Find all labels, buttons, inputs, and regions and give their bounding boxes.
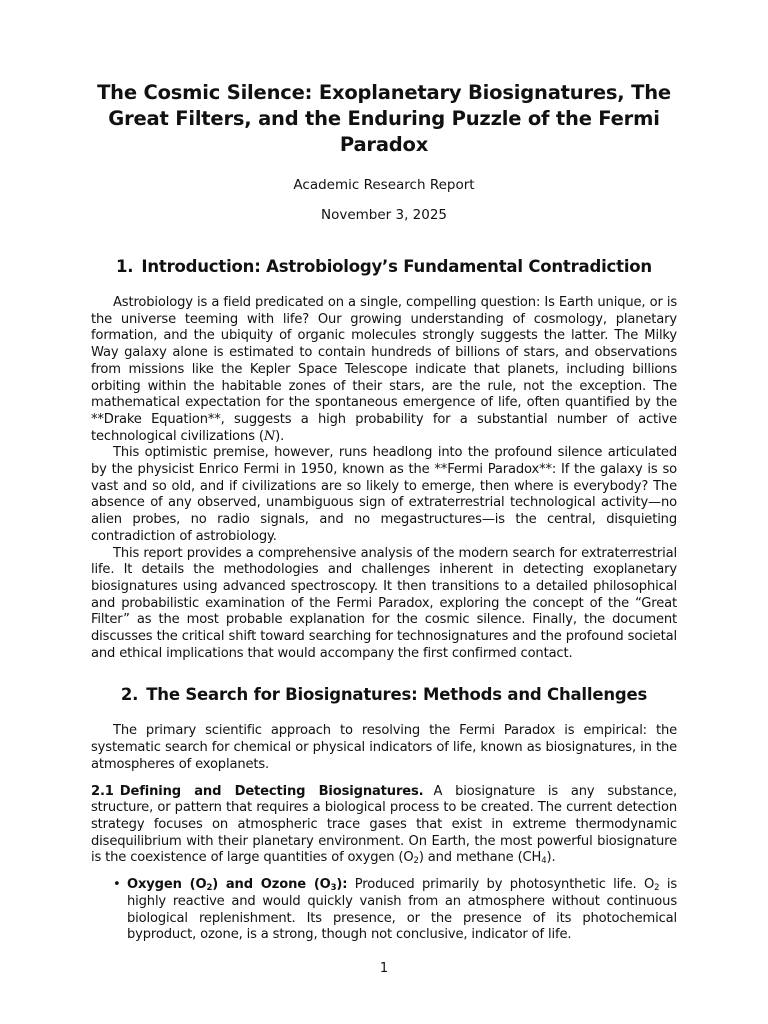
section-2-title: The Search for Biosignatures: Methods and Challenges xyxy=(146,685,648,705)
document-date: November 3, 2025 xyxy=(320,207,448,223)
list-item-heading-b: ) and Ozone (O xyxy=(212,877,331,893)
bullet-icon: • xyxy=(113,877,121,893)
document-subtitle: Academic Research Report xyxy=(293,177,475,193)
biosignature-list xyxy=(91,877,677,944)
section-1-number: 1. xyxy=(116,257,134,276)
subsection-2-1-number: 2.1 xyxy=(91,783,114,799)
subscript-ch4: 4 xyxy=(541,856,547,867)
section-2-body xyxy=(91,723,677,943)
subsection-2-1-text-a: A biosignature is any substance, structure, or pattern that requires a biological process to be created. The current detection strategy focuses on atmospheric trace gases that exist in extreme thermodynamic disequilibrium with their planetary environment. On Earth, the most powerful biosignature is the coexistence of large quantities of oxygen (O xyxy=(91,783,677,866)
subsection-2-1-heading: Defining and Detecting Biosignatures. xyxy=(119,783,424,799)
section-1-paragraph-2: This optimistic premise, however, runs headlong into the profound silence articulated by the physicist Enrico Fermi in 1950, known as the **Fermi Paradox**: If the galaxy is so vast and so old, and if civilizations are so likely to emerge, then where is everybody? The absence of any observed, unambiguous sign of extraterrestrial technological activity—no alien probes, no radio signals, and no megastructures—is the central, disquieting contradiction of astrobiology. xyxy=(91,445,677,544)
section-1-paragraph-1-text: Astrobiology is a field predicated on a single, compelling question: Is Earth unique, or is the universe teeming with life? Our growing understanding of cosmology, planetary formation, and the ubiquity of organic molecules strongly suggests the latter. The Milky Way galaxy alone is estimated to contain hundreds of billions of stars, and observations from missions like the Kepler Space Telescope indicate that planets, including billions orbiting within the habitable zones of their stars, are the rule, not the exception. The mathematical expectation for the spontaneous emergence of life, often quantified by the **Drake Equation**, suggests a high probability for a substantial number of active technological civilizations ( xyxy=(91,295,677,444)
list-item-text-b: is highly reactive and would quickly vanish from an atmosphere without continuous biological replenishment. Its presence, or the presence of its photochemical byproduct, ozone, is a strong, though not conclusive, indicator of life. xyxy=(127,877,678,943)
section-2-number: 2. xyxy=(120,685,139,705)
section-2-heading xyxy=(91,684,677,706)
subscript-o2-heading: 2 xyxy=(206,883,213,894)
list-item-heading xyxy=(127,877,347,892)
section-1-paragraph-1 xyxy=(91,295,677,445)
math-variable-n: N xyxy=(263,428,276,444)
section-1-title: Introduction: Astrobiology’s Fundamental Contradiction xyxy=(141,257,652,276)
subscript-o2: 2 xyxy=(413,856,419,867)
list-item-text-a: Produced primarily by photosynthetic life. O xyxy=(347,877,655,893)
subsection-2-1 xyxy=(91,784,677,868)
section-1-heading xyxy=(91,256,677,278)
list-item-heading-c: ): xyxy=(336,877,348,893)
subscript-o3-heading: 3 xyxy=(330,883,337,894)
list-item-heading-a: Oxygen (O xyxy=(127,877,207,893)
list-item xyxy=(91,877,677,944)
section-1-paragraph-1-end: ). xyxy=(275,428,285,444)
subscript-o2-text: 2 xyxy=(654,883,660,894)
document-page xyxy=(91,80,677,944)
subsection-2-1-text-b: ) and methane (CH xyxy=(418,850,542,866)
section-1-body xyxy=(91,295,677,662)
section-2-paragraph-1: The primary scientific approach to resolving the Fermi Paradox is empirical: the systematic search for chemical or physical indicators of life, known as biosignatures, in the atmospheres of exoplanets. xyxy=(91,723,677,772)
page-number: 1 xyxy=(379,961,389,976)
subsection-2-1-text-c: ). xyxy=(546,850,556,866)
section-1-paragraph-3: This report provides a comprehensive analysis of the modern search for extraterrestrial life. It details the methodologies and challenges inherent in detecting exoplanetary biosignatures using advanced spectroscopy. It then transitions to a detailed philosophical and probabilistic examination of the Fermi Paradox, exploring the concept of the “Great Filter” as the most probable explanation for the cosmic silence. Finally, the document discusses the critical shift toward searching for technosignatures and the profound societal and ethical implications that would accompany the first confirmed contact. xyxy=(91,545,677,661)
document-title: The Cosmic Silence: Exoplanetary Biosignatures, The Great Filters, and the Enduring Puzzle of the Fermi Paradox xyxy=(97,81,671,156)
